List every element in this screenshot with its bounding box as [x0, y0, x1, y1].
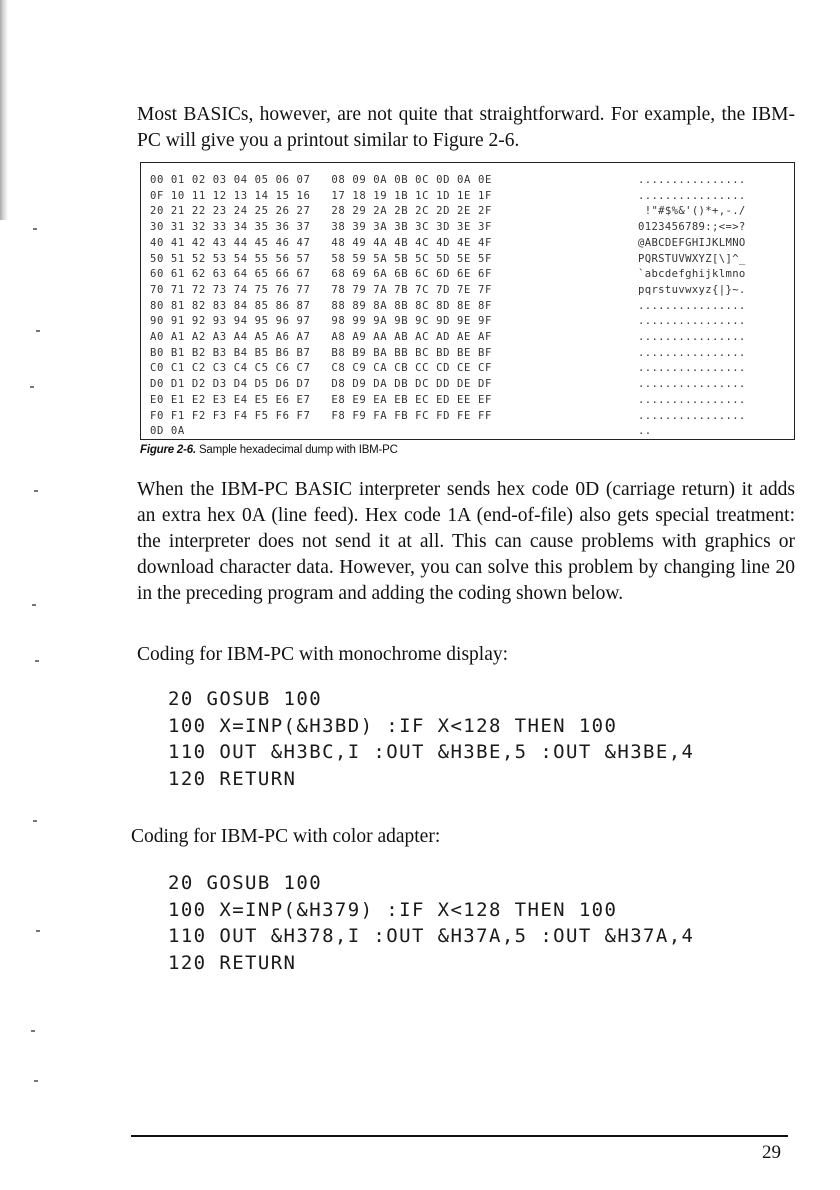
hex-dump-line: 50 51 52 53 54 55 56 57 58 59 5A 5B 5C 5D 5E 5F [150, 252, 492, 265]
ascii-dump-line: ................ [638, 378, 746, 391]
ascii-dump-line: ................ [638, 409, 746, 422]
code-line: 20 GOSUB 100 [168, 688, 323, 710]
ascii-dump-line: @ABCDEFGHIJKLMNO [638, 236, 746, 249]
margin-speck [34, 490, 38, 492]
ascii-dump-line: ................ [638, 346, 746, 359]
code-color-adapter [168, 870, 694, 976]
hex-dump-line: E0 E1 E2 E3 E4 E5 E6 E7 E8 E9 EA EB EC ED EE EF [150, 393, 492, 406]
hex-dump-line: 70 71 72 73 74 75 76 77 78 79 7A 7B 7C 7D 7E 7F [150, 283, 492, 296]
hex-dump-line: 90 91 92 93 94 95 96 97 98 99 9A 9B 9C 9D 9E 9F [150, 315, 492, 328]
hex-dump-values [150, 173, 492, 440]
margin-speck [30, 386, 34, 388]
ascii-dump-line: PQRSTUVWXYZ[\]^_ [638, 252, 746, 265]
margin-speck [35, 660, 39, 662]
code-line: 100 X=INP(&H3BD) :IF X<128 THEN 100 [168, 714, 618, 737]
margin-speck [33, 228, 37, 230]
hex-dump-line: D0 D1 D2 D3 D4 D5 D6 D7 D8 D9 DA DB DC DD DE DF [150, 378, 492, 391]
code-line: 120 RETURN [168, 767, 297, 790]
margin-speck [31, 1030, 35, 1032]
ascii-dump-line: ................ [638, 331, 746, 344]
ascii-dump-line: ................ [638, 393, 746, 406]
ascii-dump-line: !"#$%&'()*+,-./ [638, 205, 746, 218]
hex-dump-figure [140, 162, 795, 440]
figure-caption-label: Figure 2-6. [140, 444, 196, 456]
scan-edge-shadow [0, 0, 8, 220]
ascii-dump-line: ................ [638, 299, 746, 312]
code-line: 20 GOSUB 100 [168, 872, 323, 894]
code-line: 120 RETURN [168, 951, 297, 974]
hex-dump-line: B0 B1 B2 B3 B4 B5 B6 B7 B8 B9 BA BB BC BD BE BF [150, 346, 492, 359]
code-line: 110 OUT &H3BC,I :OUT &H3BE,5 :OUT &H3BE,4 [168, 741, 695, 763]
margin-speck [34, 1080, 38, 1082]
margin-speck [36, 330, 40, 332]
hex-dump-line: 80 81 82 83 84 85 86 87 88 89 8A 8B 8C 8D 8E 8F [150, 299, 492, 312]
hex-dump-line: F0 F1 F2 F3 F4 F5 F6 F7 F8 F9 FA FB FC FD FE FF [150, 409, 492, 422]
hex-dump-line: 30 31 32 33 34 35 36 37 38 39 3A 3B 3C 3D 3E 3F [150, 221, 492, 234]
hex-dump-line: C0 C1 C2 C3 C4 C5 C6 C7 C8 C9 CA CB CC CD CE CF [150, 362, 492, 375]
ascii-dump-line: 0123456789:;<=>? [638, 221, 746, 234]
page-number: 29 [762, 1142, 781, 1163]
hex-dump-ascii [638, 173, 746, 440]
code-line: 110 OUT &H378,I :OUT &H37A,5 :OUT &H37A,4 [168, 925, 695, 947]
ascii-dump-line: .. [638, 425, 652, 438]
hex-dump-line: A0 A1 A2 A3 A4 A5 A6 A7 A8 A9 AA AB AC AD AE AF [150, 331, 492, 344]
figure-caption-text: Sample hexadecimal dump with IBM-PC [198, 444, 398, 456]
footer-rule [131, 1135, 788, 1137]
intro-paragraph: Most BASICs, however, are not quite that straightforward. For example, the IBM-PC will give you a printout similar to Figure 2-6. [137, 104, 795, 151]
hex-dump-line: 0D 0A [150, 425, 185, 438]
hex-dump-line: 20 21 22 23 24 25 26 27 28 29 2A 2B 2C 2D 2E 2F [150, 205, 492, 218]
ascii-dump-line: ................ [638, 189, 746, 202]
heading-monochrome: Coding for IBM-PC with monochrome display: [137, 644, 509, 665]
ascii-dump-line: pqrstuvwxyz{|}~. [638, 283, 746, 296]
ascii-dump-line: `abcdefghijklmno [638, 268, 746, 281]
ascii-dump-line: ................ [638, 315, 746, 328]
margin-speck [36, 930, 40, 932]
hex-dump-line: 00 01 02 03 04 05 06 07 08 09 0A 0B 0C 0D 0A 0E [150, 174, 492, 186]
hex-dump-line: 0F 10 11 12 13 14 15 16 17 18 19 1B 1C 1D 1E 1F [150, 189, 492, 202]
code-line: 100 X=INP(&H379) :IF X<128 THEN 100 [168, 898, 618, 921]
ascii-dump-line: ................ [638, 174, 746, 186]
hex-dump-line: 60 61 62 63 64 65 66 67 68 69 6A 6B 6C 6D 6E 6F [150, 268, 492, 281]
heading-color-adapter: Coding for IBM-PC with color adapter: [131, 826, 441, 847]
body-paragraph: When the IBM-PC BASIC interpreter sends hex code 0D (carriage return) it adds an extra hex 0A (line feed). Hex code 1A (end-of-file) also gets special treatment: the interpreter does not send it at all. This can cause problems with graphics or download character data. However, you can solve this problem by changing line 20 in the preceding program and adding the coding shown below. [137, 479, 795, 604]
hex-dump-line: 40 41 42 43 44 45 46 47 48 49 4A 4B 4C 4D 4E 4F [150, 236, 492, 249]
figure-caption [140, 444, 398, 456]
ascii-dump-line: ................ [638, 362, 746, 375]
margin-speck [33, 820, 37, 822]
code-monochrome [168, 686, 694, 792]
margin-speck [32, 604, 36, 606]
